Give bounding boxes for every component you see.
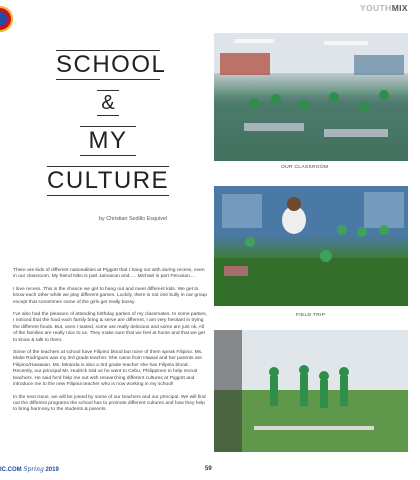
footer-site: IC.COM bbox=[0, 467, 22, 473]
footer-year: 2019 bbox=[45, 467, 59, 473]
caption-field-trip: FIELD TRIP bbox=[296, 313, 326, 318]
section-header-dark: MIX bbox=[391, 3, 408, 13]
section-header bbox=[360, 3, 408, 13]
title-line-my: MY bbox=[80, 126, 136, 156]
footer-season: Spring bbox=[23, 466, 44, 473]
footer-publication bbox=[0, 466, 59, 473]
field-trip-photo bbox=[214, 186, 408, 306]
title-line-school: SCHOOL bbox=[56, 51, 167, 78]
section-header-light: YOUTH bbox=[359, 3, 392, 13]
classroom-photo bbox=[214, 33, 408, 161]
body-paragraph-5: In the next issue, we will be joined by some of our teachers and our principal. We will find out the different programs the school has to promote different cultures and how they help to bring harmony to the students & parents. bbox=[13, 394, 206, 413]
body-paragraph-4: Some of the teachers at school have Filipino blood but none of them speak Filipino. Ms. Malie Rodrigues was my 3rd grade teacher. She came from Hawaii and her parents are Filipino/Hawaiian. Ms. Miranda is also a 3rd grade teacher she has Filipino blood. Recently, our principal Mr. Hudrick told us he went to Cebu, Philippines to help recruit teachers. He said he'd help me out with researching different cultures at Piggott and introduce me to the new Filipina teacher who is now working in my school! bbox=[13, 350, 203, 388]
title-ampersand: & bbox=[97, 90, 119, 116]
article-title bbox=[44, 50, 172, 196]
title-line-culture: CULTURE bbox=[47, 167, 170, 194]
body-paragraph-1: There are kids of different nationalities at Piggott that I hang out with during recess, even in our classroom. My friend Niko is part Jamaican and..... Michael is part Peruvian.... bbox=[13, 268, 205, 280]
body-paragraph-2: I love recess. This is the chance we get to hang out and meet different kids. We get to know each other while we play different games. Luckily, there is not one bully in our group except that sometimes some of the girls get really bossy. bbox=[13, 286, 207, 305]
body-paragraph-3: I've also had the pleasure of attending birthday parties of my classmates. In some parties, I noticed that the food each family bring & serve are different, I am very hesitant in trying the different foods. But, ones I tasted, some are really delicious and some are just ok. All of the families are really nice to us. They make sure that we feel at home and that we get to know & talk to them. bbox=[13, 312, 207, 343]
author-byline: by Christian Sedillo Esquivel bbox=[99, 216, 168, 222]
article-body bbox=[13, 268, 207, 420]
magazine-logo-badge bbox=[0, 6, 13, 32]
caption-classroom: OUR CLASSROOM bbox=[281, 165, 329, 170]
golf-outing-photo bbox=[214, 330, 408, 452]
page-number: 59 bbox=[205, 466, 212, 472]
